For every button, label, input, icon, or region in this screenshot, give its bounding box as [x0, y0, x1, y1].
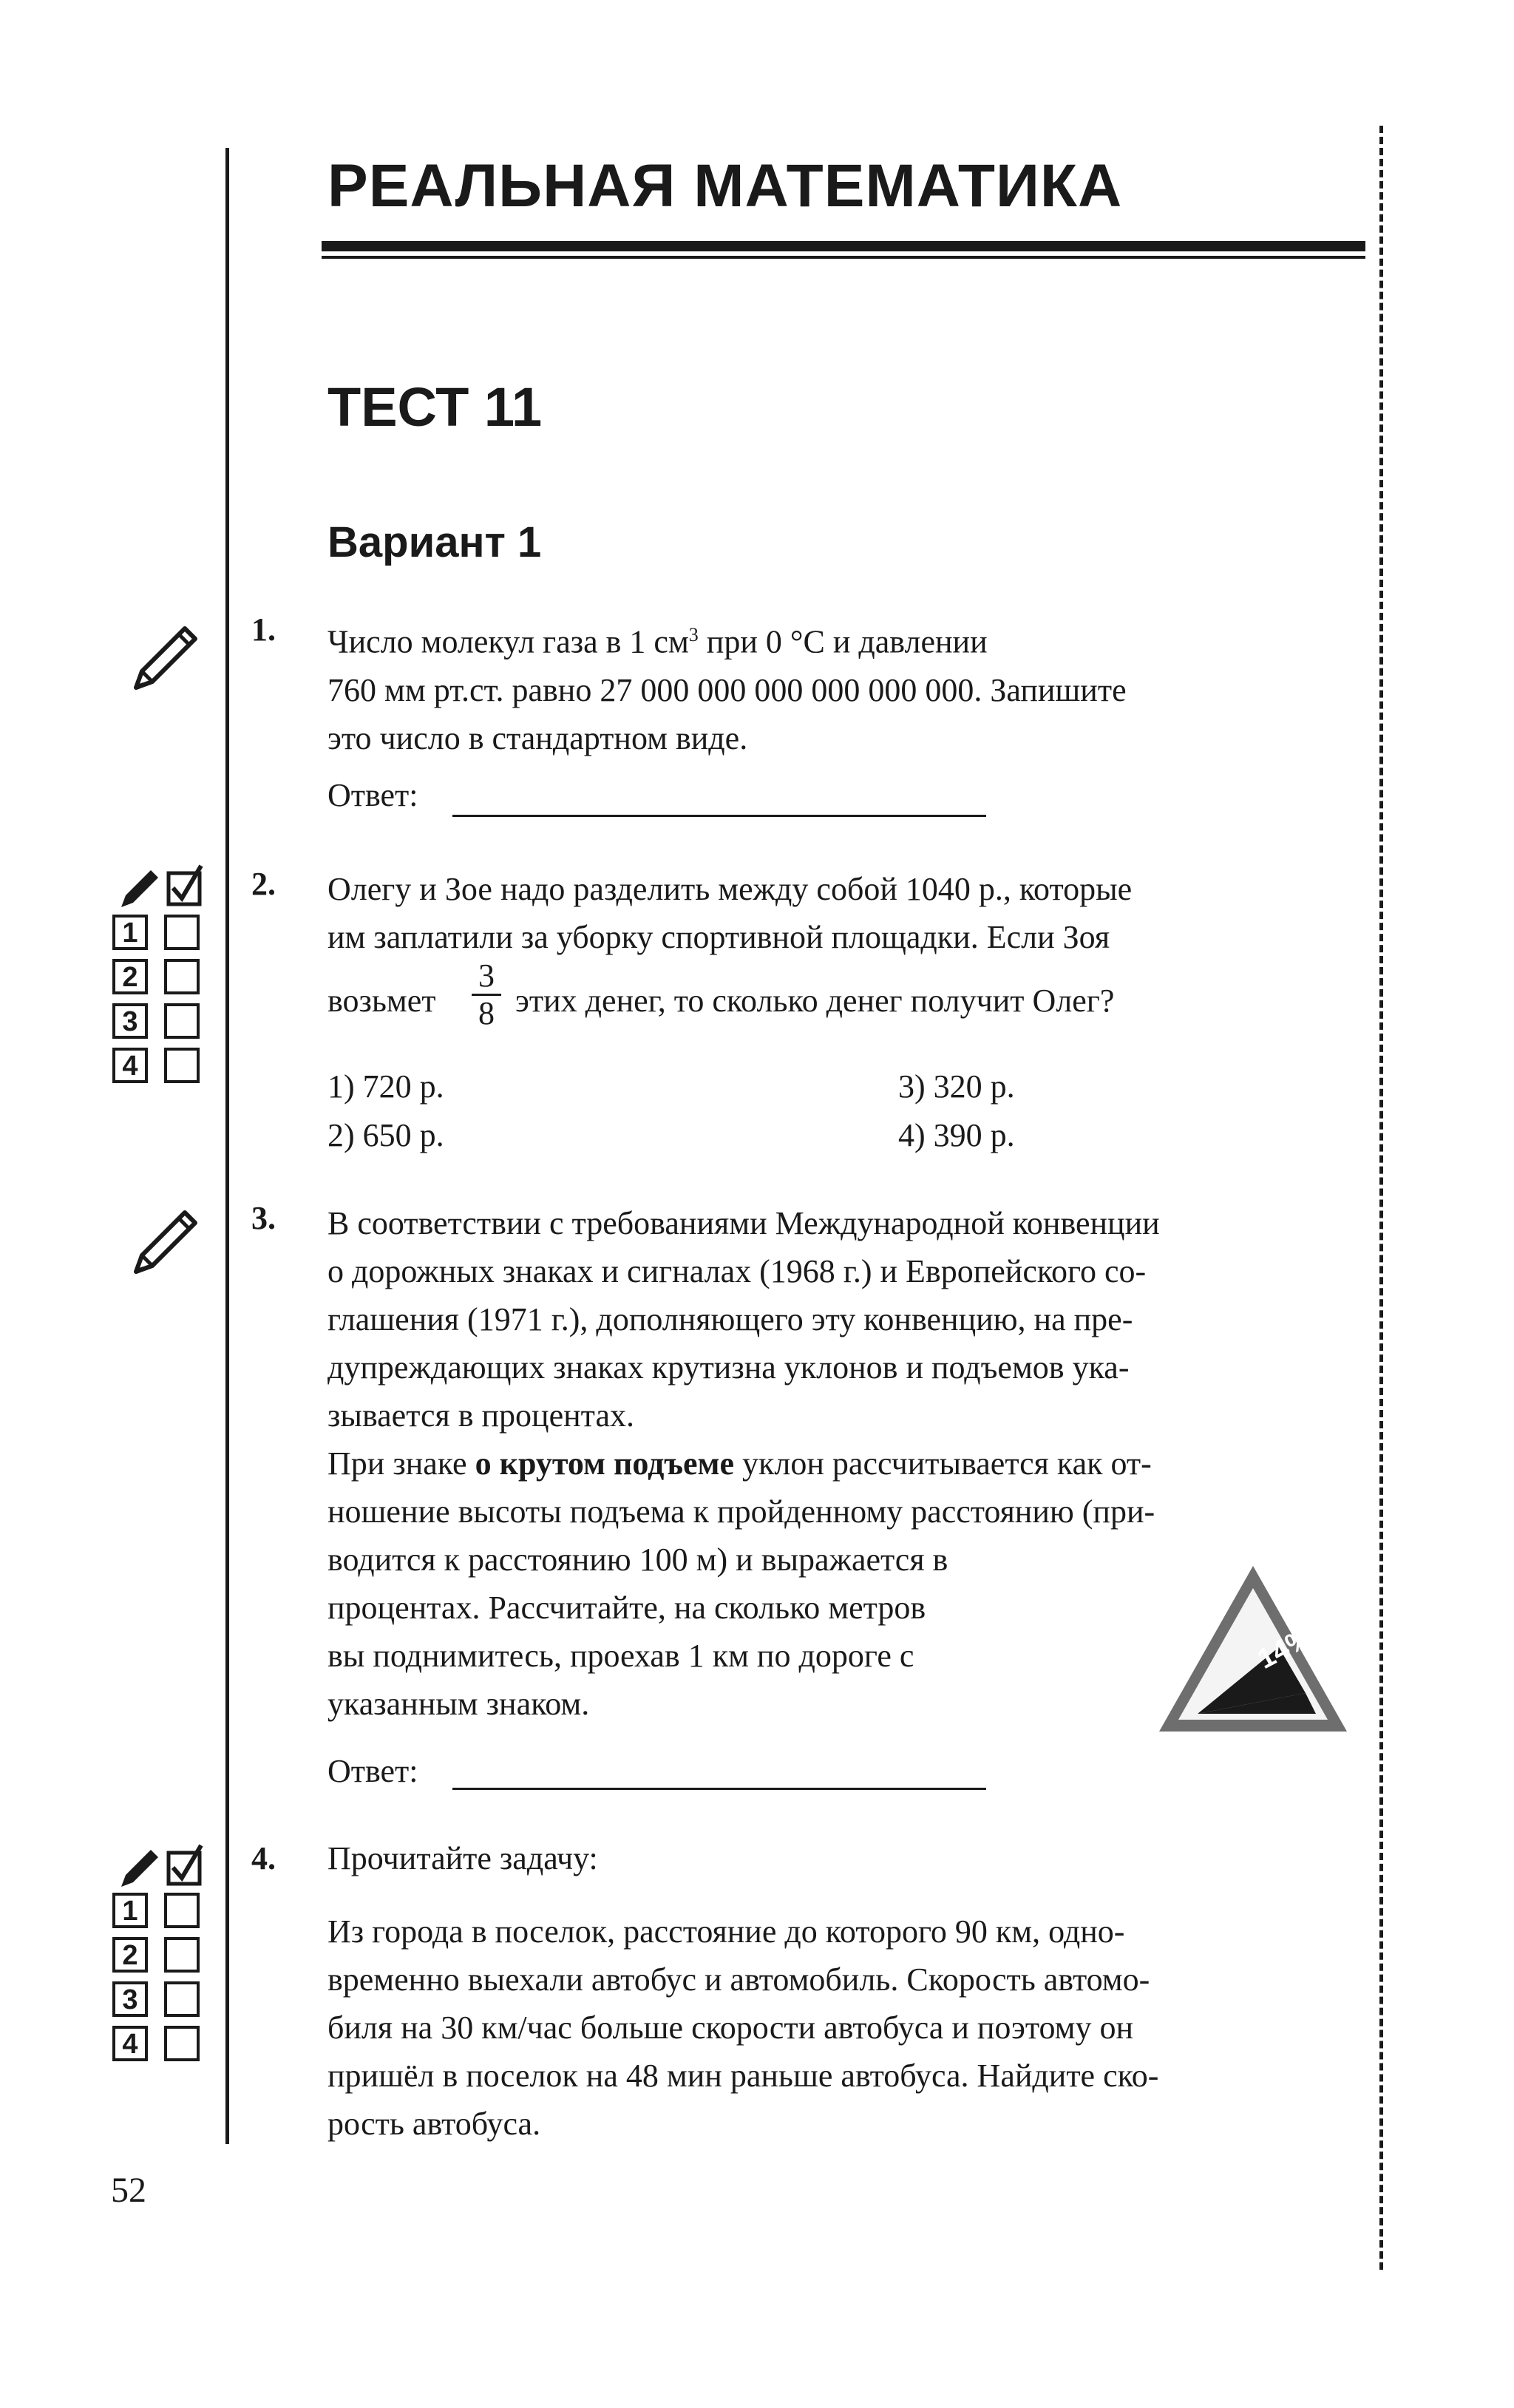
q3-p2-line: вы поднимитесь, проехав 1 км по дороге с	[327, 1638, 914, 1674]
question-number: 2.	[251, 866, 276, 902]
margin-line	[225, 148, 229, 2144]
q3-p2-line: ношение высоты подъема к пройденному расстоянию (при-	[327, 1493, 1155, 1530]
question-3-paragraph-1	[327, 1199, 1362, 1536]
test-title: ТЕСТ 11	[327, 376, 543, 438]
answer-field[interactable]	[452, 815, 986, 817]
answer-number-2: 2	[112, 959, 148, 994]
q1-line1-a: Число молекул газа в 1 см	[327, 623, 689, 660]
cut-line	[1379, 126, 1383, 2270]
q3-line: зывается в процентах.	[327, 1397, 634, 1434]
q4-intro: Прочитайте задачу:	[327, 1840, 598, 1876]
q2-line2: им заплатили за уборку спортивной площадки. Если Зоя	[327, 919, 1110, 955]
header-rule	[322, 241, 1365, 251]
q3-p2-a: При знаке	[327, 1445, 475, 1482]
q4-line: временно выехали автобус и автомобиль. Скорость автомо-	[327, 1961, 1150, 1998]
q4-line: биля на 30 км/час больше скорости автобуса и поэтому он	[327, 2010, 1134, 2046]
answer-label: Ответ:	[327, 1753, 418, 1789]
page-number: 52	[111, 2171, 146, 2210]
q3-p2-b: уклон рассчитывается как от-	[734, 1445, 1152, 1482]
q3-line: дупреждающих знаках крутизна уклонов и подъемов ука-	[327, 1349, 1130, 1386]
question-1-text	[327, 611, 1362, 762]
q3-line: В соответствии с требованиями Международной конвенции	[327, 1205, 1160, 1241]
answer-number-4: 4	[112, 2026, 148, 2061]
q2-line1: Олегу и Зое надо разделить между собой 1040 р., которые	[327, 871, 1133, 907]
fraction	[472, 958, 501, 1031]
answer-field[interactable]	[452, 1788, 986, 1790]
answer-checkbox-4[interactable]	[164, 1048, 200, 1083]
q3-p2-line: процентах. Рассчитайте, на сколько метров	[327, 1590, 926, 1626]
answer-number-1: 1	[112, 1893, 148, 1928]
question-2-text	[327, 865, 1362, 961]
pen-icon	[127, 621, 201, 695]
answer-checkbox-1[interactable]	[164, 1893, 200, 1928]
question-3-paragraph-2	[327, 1536, 1126, 1728]
pen-checkbox-icon	[118, 861, 207, 913]
q1-superscript: 3	[688, 624, 699, 645]
fraction-denominator: 8	[478, 995, 495, 1031]
answer-number-1: 1	[112, 915, 148, 950]
q3-line: о дорожных знаках и сигналах (1968 г.) и Европейского со-	[327, 1253, 1147, 1289]
answer-checkbox-3[interactable]	[164, 1003, 200, 1039]
option-3[interactable]: 3) 320 р.	[898, 1068, 1015, 1105]
option-2[interactable]: 2) 650 р.	[327, 1117, 444, 1153]
option-1[interactable]: 1) 720 р.	[327, 1068, 444, 1105]
q3-p2-bold: о крутом подъеме	[475, 1445, 735, 1482]
steep-ascent-sign-icon	[1153, 1560, 1353, 1737]
q2-line3-a: возьмет	[327, 983, 436, 1019]
header-rule-thin	[322, 256, 1365, 259]
question-number: 1.	[251, 611, 276, 648]
sign-label: 14%	[1252, 1621, 1317, 1675]
q1-line1-b: при 0 °С и давлении	[698, 623, 988, 660]
q1-line2: 760 мм рт.ст. равно 27 000 000 000 000 000 000. Запишите	[327, 671, 1127, 708]
question-number: 4.	[251, 1840, 276, 1876]
q4-line: рость автобуса.	[327, 2106, 541, 2142]
fraction-numerator: 3	[478, 957, 495, 994]
q1-line3: это число в стандартном виде.	[327, 719, 748, 756]
variant-title: Вариант 1	[327, 518, 542, 566]
answer-checkbox-1[interactable]	[164, 915, 200, 950]
answer-number-4: 4	[112, 1048, 148, 1083]
answer-number-3: 3	[112, 1003, 148, 1039]
answer-checkbox-3[interactable]	[164, 1981, 200, 2017]
answer-checkbox-2[interactable]	[164, 959, 200, 994]
answer-label: Ответ:	[327, 777, 418, 813]
answer-checkbox-2[interactable]	[164, 1937, 200, 1973]
q4-line: пришёл в поселок на 48 мин раньше автобуса. Найдите ско-	[327, 2058, 1159, 2094]
question-4-text	[327, 1907, 1362, 2148]
q2-line3-b: этих денег, то сколько денег получит Олег?	[515, 983, 1115, 1019]
answer-checkbox-4[interactable]	[164, 2026, 200, 2061]
pen-icon	[127, 1205, 201, 1279]
answer-number-2: 2	[112, 1937, 148, 1973]
q4-line: Из города в поселок, расстояние до которого 90 км, одно-	[327, 1913, 1125, 1950]
option-4[interactable]: 4) 390 р.	[898, 1117, 1015, 1153]
q3-p2-line: водится к расстоянию 100 м) и выражается в	[327, 1542, 948, 1578]
section-title: РЕАЛЬНАЯ МАТЕМАТИКА	[327, 152, 1123, 220]
pen-checkbox-icon	[118, 1841, 207, 1893]
q3-p2-line: указанным знаком.	[327, 1686, 590, 1722]
question-number: 3.	[251, 1200, 276, 1236]
answer-number-3: 3	[112, 1981, 148, 2017]
q3-line: глашения (1971 г.), дополняющего эту конвенцию, на пре-	[327, 1301, 1133, 1337]
